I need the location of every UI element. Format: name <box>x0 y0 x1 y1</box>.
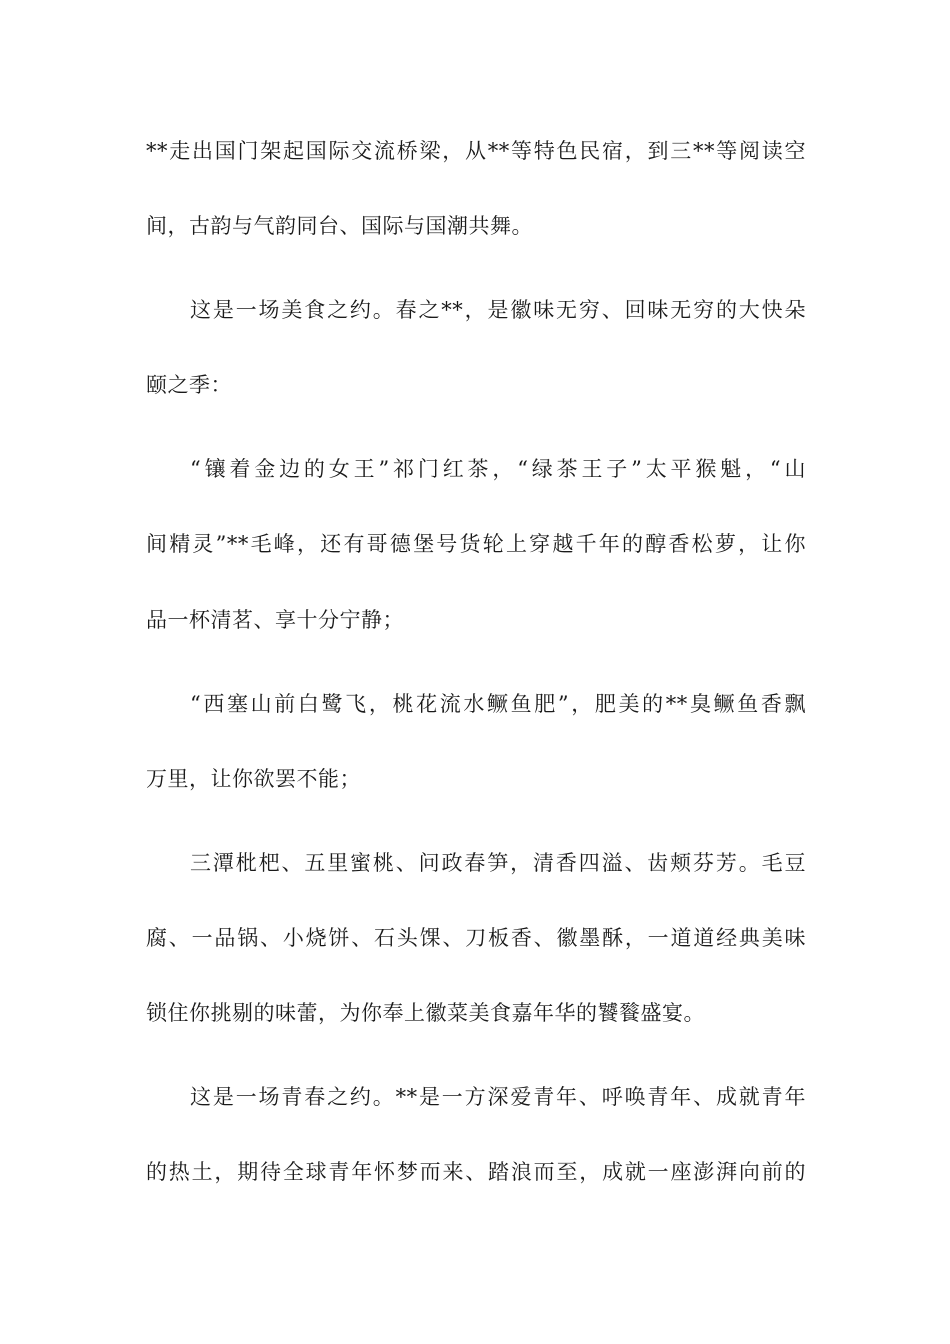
text-line: 腐、一品锅、小烧饼、石头馃、刀板香、徽墨酥，一道道经典美味 <box>146 926 806 950</box>
paragraph-first-line: 这是一场青春之约。**是一方深爱青年、呼唤青年、成就青年 <box>190 1085 806 1109</box>
text-line: 间，古韵与气韵同台、国际与国潮共舞。 <box>146 214 533 238</box>
paragraph-first-line: 这是一场美食之约。春之**，是徽味无穷、回味无穷的大快朵 <box>190 298 806 322</box>
text-line: 万里，让你欲罢不能； <box>146 767 361 791</box>
paragraph-first-line: “西塞山前白鹭飞，桃花流水鳜鱼肥”，肥美的**臭鳜鱼香飘 <box>190 692 806 716</box>
text-line: 颐之季： <box>146 373 232 397</box>
paragraph-first-line: 三潭枇杷、五里蜜桃、问政春笋，清香四溢、齿颊芬芳。毛豆 <box>190 851 806 875</box>
text-line: 品一杯清茗、享十分宁静； <box>146 608 404 632</box>
text-line: 间精灵”**毛峰，还有哥德堡号货轮上穿越千年的醇香松萝，让你 <box>146 532 806 556</box>
text-line: 锁住你挑剔的味蕾，为你奉上徽菜美食嘉年华的饕餮盛宴。 <box>146 1001 705 1025</box>
paragraph-first-line: “镶着金边的女王”祁门红茶，“绿茶王子”太平猴魁，“山 <box>190 457 806 481</box>
text-line: **走出国门架起国际交流桥梁，从**等特色民宿，到三**等阅读空 <box>146 139 806 163</box>
text-line: 的热土，期待全球青年怀梦而来、踏浪而至，成就一座澎湃向前的 <box>146 1160 806 1184</box>
